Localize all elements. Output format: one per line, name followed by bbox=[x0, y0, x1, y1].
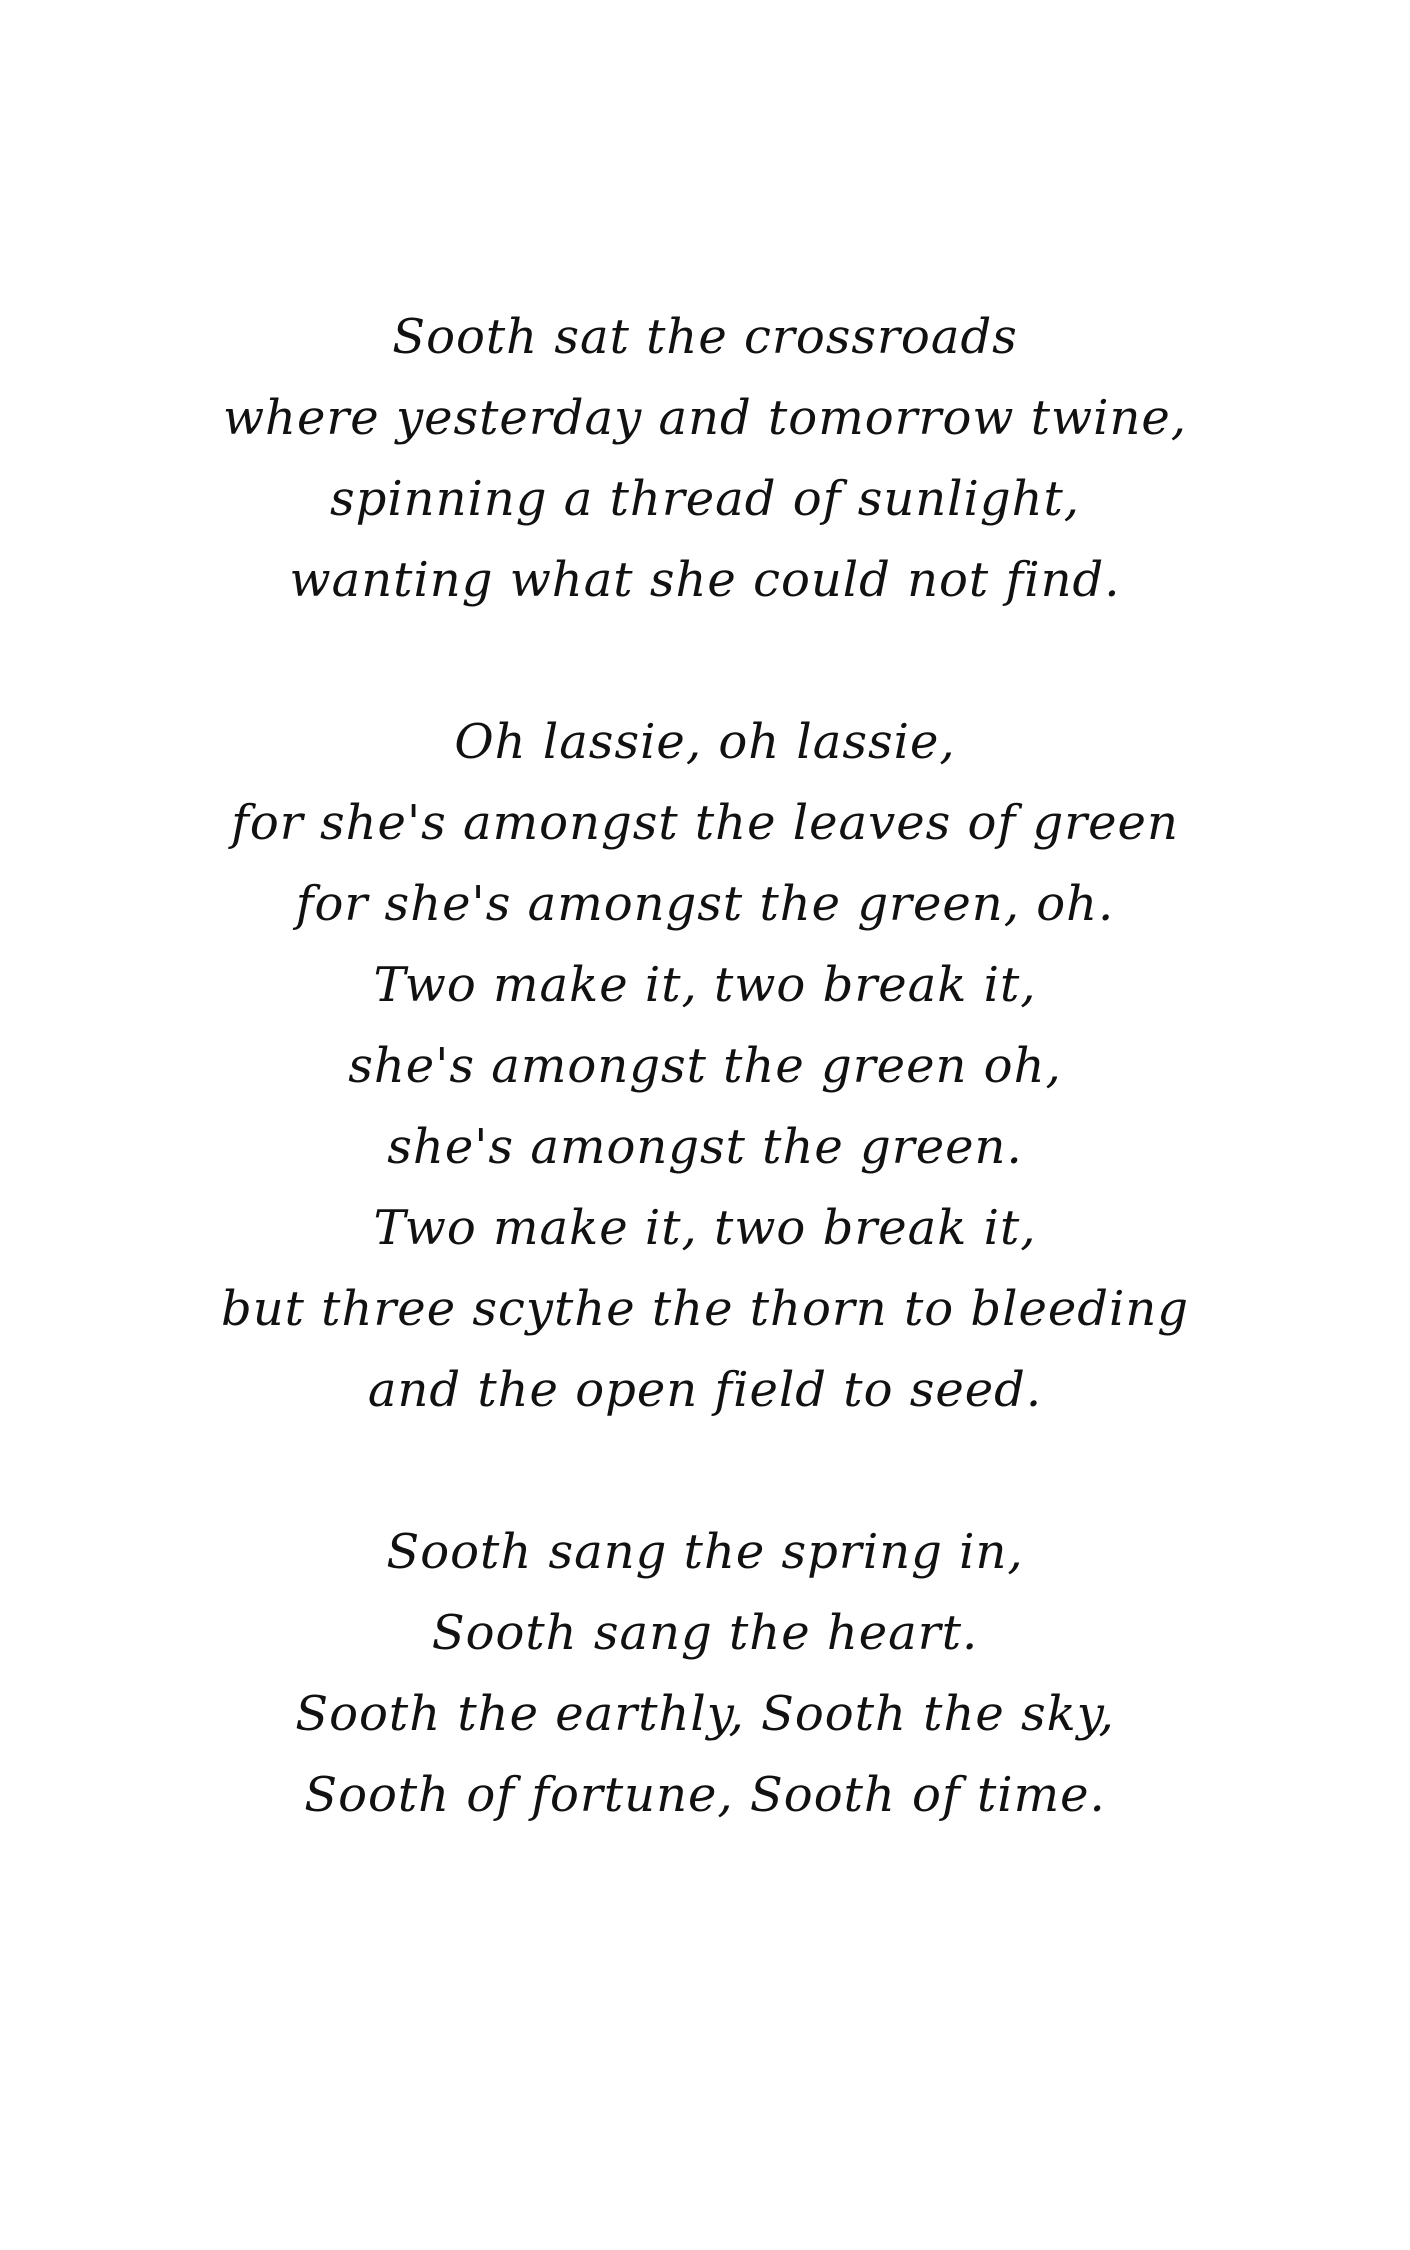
poem-line: spinning a thread of sunlight, bbox=[329, 471, 1081, 527]
poem-line: Two make it, two break it, bbox=[373, 957, 1037, 1013]
stanza-1 bbox=[0, 297, 1410, 621]
poem-line: Sooth the earthly, Sooth the sky, bbox=[295, 1686, 1115, 1742]
stanza-2 bbox=[0, 702, 1410, 1431]
stanza-3 bbox=[0, 1512, 1410, 1836]
poem-line: she's amongst the green oh, bbox=[348, 1038, 1062, 1094]
poem bbox=[0, 297, 1410, 1917]
poem-line: Sooth of fortune, Sooth of time. bbox=[304, 1767, 1106, 1823]
poem-line: where yesterday and tomorrow twine, bbox=[222, 390, 1188, 446]
poem-line: Oh lassie, oh lassie, bbox=[454, 714, 956, 770]
poem-line: for she's amongst the leaves of green bbox=[231, 795, 1179, 851]
poem-line: for she's amongst the green, oh. bbox=[295, 876, 1115, 932]
poem-line: Sooth sang the spring in, bbox=[386, 1524, 1024, 1580]
poem-line: she's amongst the green. bbox=[387, 1119, 1023, 1175]
poem-line: and the open field to seed. bbox=[367, 1362, 1043, 1418]
poem-line: Two make it, two break it, bbox=[373, 1200, 1037, 1256]
poem-line: Sooth sang the heart. bbox=[431, 1605, 979, 1661]
poem-line: wanting what she could not find. bbox=[289, 552, 1121, 608]
poem-line: but three scythe the thorn to bleeding bbox=[220, 1281, 1190, 1337]
poem-line: Sooth sat the crossroads bbox=[392, 309, 1018, 365]
